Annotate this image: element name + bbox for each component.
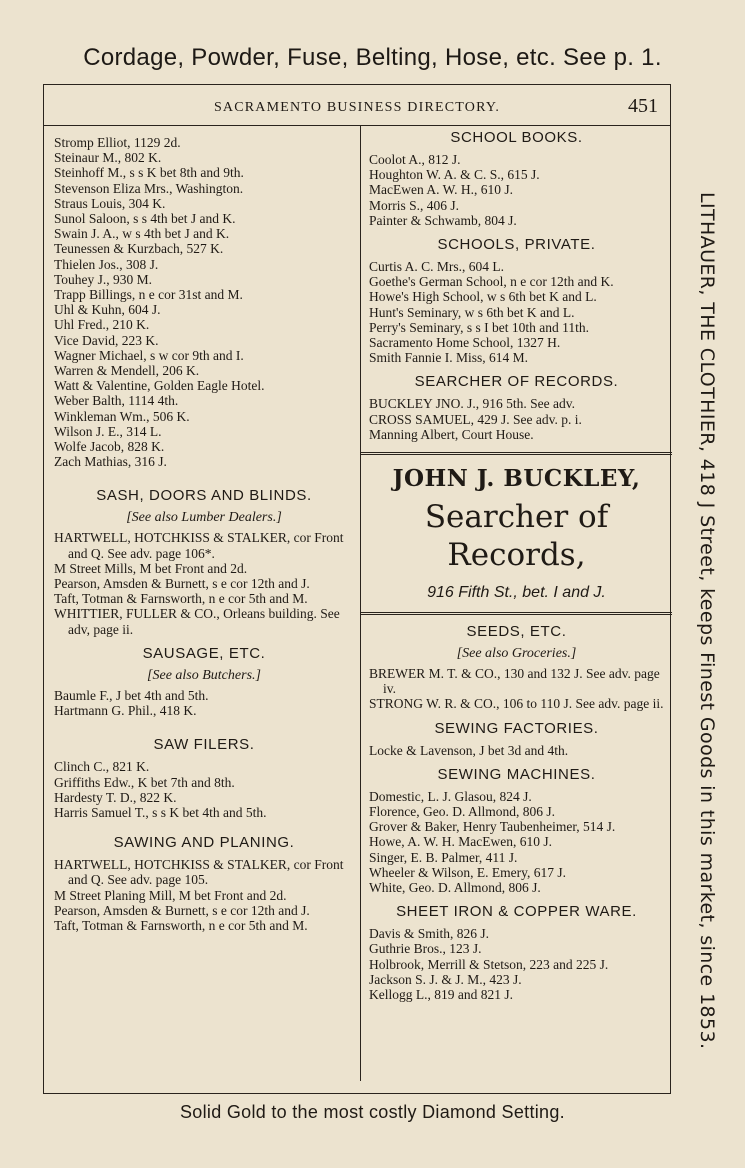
section-heading-sheet-iron: SHEET IRON & COPPER WARE. (396, 903, 637, 921)
directory-entry: Stevenson Eliza Mrs., Washington. (54, 180, 244, 196)
directory-entry: Smith Fannie I. Miss, 614 M. (369, 350, 529, 366)
directory-entry: Stromp Elliot, 1129 2d. (54, 135, 181, 150)
sewing-factories-listing (369, 743, 664, 758)
directory-entry: Sacramento Home School, 1327 H. (369, 335, 561, 351)
directory-entry: HARTWELL, HOTCHKISS & STALKER, cor Front and Q. See adv. page 106*. (54, 530, 344, 561)
directory-entry: Thielen Jos., 308 J. (54, 256, 159, 272)
directory-entry: Houghton W. A. & C. S., 615 J. (369, 167, 540, 183)
directory-entry: Taft, Totman & Farnsworth, n e cor 5th and M. (54, 591, 308, 607)
directory-entry: Curtis A. C. Mrs., 604 L. (369, 259, 505, 275)
see-also-lumber: [See also Lumber Dealers.] (126, 510, 282, 526)
section-heading-school-books: SCHOOL BOOKS. (450, 129, 583, 146)
section-heading-sewing-factories: SEWING FACTORIES. (434, 719, 599, 737)
directory-entry: WHITTIER, FULLER & CO., Orleans building. See adv, page ii. (54, 606, 340, 637)
running-header (44, 85, 670, 126)
directory-entry: White, Geo. D. Allmond, 806 J. (369, 880, 541, 896)
page-frame (43, 84, 671, 1094)
sawing-listing (54, 857, 354, 933)
directory-entry: Harris Samuel T., s s K bet 4th and 5th. (54, 804, 267, 820)
section-heading-sawing: SAWING AND PLANING. (113, 834, 295, 852)
directory-entry: Vice David, 223 K. (54, 332, 159, 348)
see-also-groceries: [See also Groceries.] (456, 646, 577, 662)
directory-entry: Straus Louis, 304 K. (54, 195, 166, 211)
directory-entry: Florence, Geo. D. Allmond, 806 J. (369, 804, 555, 820)
top-advertisement-banner: Cordage, Powder, Fuse, Belting, Hose, etc. See p. 1. (83, 44, 662, 71)
directory-entry: Guthrie Bros., 123 J. (369, 941, 482, 957)
directory-entry: Locke & Lavenson, J bet 3d and 4th. (369, 742, 569, 758)
section-heading-sausage: SAUSAGE, ETC. (142, 644, 266, 662)
school-books-listing (369, 152, 664, 228)
directory-entry: Wilson J. E., 314 L. (54, 423, 162, 439)
bottom-advertisement-banner: Solid Gold to the most costly Diamond Setting. (180, 1102, 565, 1122)
ad-address: 916 Fifth St., bet. I and J. (427, 584, 606, 602)
see-also-butchers: [See also Butchers.] (147, 667, 261, 683)
directory-entry: Wagner Michael, s w cor 9th and I. (54, 347, 244, 363)
section-heading-seeds: SEEDS, ETC. (466, 623, 567, 641)
directory-entry: Jackson S. J. & J. M., 423 J. (369, 971, 522, 987)
directory-entry: Hardesty T. D., 822 K. (54, 789, 177, 805)
section-heading-sash: SASH, DOORS AND BLINDS. (96, 487, 312, 505)
buckley-advertisement (361, 452, 672, 615)
section-heading-searcher: SEARCHER OF RECORDS. (414, 373, 619, 391)
directory-entry: Steinaur M., 802 K. (54, 150, 162, 166)
directory-entry: M Street Planing Mill, M bet Front and 2d. (54, 887, 287, 903)
directory-entry: Uhl & Kuhn, 604 J. (54, 302, 161, 318)
directory-entry: BREWER M. T. & CO., 130 and 132 J. See adv. page iv. (369, 666, 660, 697)
s-listing (54, 135, 354, 469)
directory-entry: Watt & Valentine, Golden Eagle Hotel. (54, 378, 265, 394)
directory-entry: CROSS SAMUEL, 429 J. See adv. p. i. (369, 411, 582, 427)
side-advertisement-text: LITHAUER, THE CLOTHIER, 418 J Street, keeps Finest Goods in this market, since 1853. (696, 192, 718, 1050)
directory-entry: Sunol Saloon, s s 4th bet J and K. (54, 211, 236, 227)
directory-entry: Goethe's German School, n e cor 12th and K. (369, 274, 614, 290)
directory-entry: Hunt's Seminary, w s 6th bet K and L. (369, 304, 575, 320)
directory-entry: Uhl Fred., 210 K. (54, 317, 150, 333)
directory-entry: Wolfe Jacob, 828 K. (54, 439, 165, 455)
directory-entry: HARTWELL, HOTCHKISS & STALKER, cor Front and Q. See adv. page 105. (54, 857, 344, 888)
directory-entry: Taft, Totman & Farnsworth, n e cor 5th and M. (54, 917, 308, 933)
directory-entry: STRONG W. R. & CO., 106 to 110 J. See adv. page ii. (369, 696, 664, 712)
directory-entry: Pearson, Amsden & Burnett, s e cor 12th and J. (54, 902, 310, 918)
directory-entry: MacEwen A. W. H., 610 J. (369, 182, 513, 198)
directory-entry: Teunessen & Kurzbach, 527 K. (54, 241, 224, 257)
directory-entry: Grover & Baker, Henry Taubenheimer, 514 J. (369, 819, 616, 835)
directory-entry: Winkleman Wm., 506 K. (54, 408, 190, 424)
directory-entry: Coolot A., 812 J. (369, 152, 461, 167)
section-heading-schools-private: SCHOOLS, PRIVATE. (437, 236, 596, 254)
directory-entry: Weber Balth, 1114 4th. (54, 393, 179, 409)
directory-entry: Steinhoff M., s s K bet 8th and 9th. (54, 165, 244, 181)
directory-entry: Holbrook, Merrill & Stetson, 223 and 225 J. (369, 956, 609, 972)
directory-entry: Morris S., 406 J. (369, 197, 460, 213)
right-column (369, 129, 664, 1003)
side-advertisement-banner (676, 192, 732, 1050)
directory-title: SACRAMENTO BUSINESS DIRECTORY. (213, 100, 501, 115)
directory-entry: Domestic, L. J. Glasou, 824 J. (369, 788, 532, 804)
directory-entry: Clinch C., 821 K. (54, 759, 150, 775)
directory-entry: Manning Albert, Court House. (369, 426, 534, 442)
sheet-iron-listing (369, 926, 664, 1002)
schools-private-listing (369, 259, 664, 365)
ad-tagline: Searcher of Records, (424, 499, 609, 574)
directory-entry: Swain J. A., w s 4th bet J and K. (54, 226, 230, 242)
ad-name: JOHN J. BUCKLEY, (392, 465, 641, 493)
directory-entry: Wheeler & Wilson, E. Emery, 617 J. (369, 864, 567, 880)
sewing-machines-listing (369, 789, 664, 895)
section-heading-sewing-machines: SEWING MACHINES. (437, 765, 596, 783)
directory-entry: Warren & Mendell, 206 K. (54, 363, 200, 379)
saw-filers-listing (54, 759, 354, 820)
seeds-listing (369, 666, 664, 712)
directory-entry: Touhey J., 930 M. (54, 271, 153, 287)
directory-entry: Griffiths Edw., K bet 7th and 8th. (54, 774, 235, 790)
directory-entry: Kellogg L., 819 and 821 J. (369, 987, 513, 1003)
sash-listing (54, 530, 354, 636)
directory-entry: Singer, E. B. Palmer, 411 J. (369, 849, 518, 865)
left-column (54, 135, 354, 933)
directory-entry: Howe, A. W. H. MacEwen, 610 J. (369, 834, 552, 850)
directory-entry: Trapp Billings, n e cor 31st and M. (54, 287, 243, 303)
directory-entry: Hartmann G. Phil., 418 K. (54, 703, 197, 719)
searcher-listing (369, 396, 664, 442)
directory-entry: Painter & Schwamb, 804 J. (369, 212, 517, 228)
page-number: 451 (628, 95, 658, 117)
directory-entry: Baumle F., J bet 4th and 5th. (54, 687, 209, 703)
sausage-listing (54, 688, 354, 718)
directory-entry: Perry's Seminary, s s I bet 10th and 11th. (369, 319, 590, 335)
section-heading-saw-filers: SAW FILERS. (153, 736, 255, 754)
directory-entry: Howe's High School, w s 6th bet K and L. (369, 289, 597, 305)
directory-entry: M Street Mills, M bet Front and 2d. (54, 560, 248, 576)
directory-entry: Zach Mathias, 316 J. (54, 454, 167, 470)
directory-entry: Pearson, Amsden & Burnett, s e cor 12th and J. (54, 576, 310, 592)
directory-entry: Davis & Smith, 826 J. (369, 926, 490, 942)
directory-entry: BUCKLEY JNO. J., 916 5th. See adv. (369, 396, 575, 412)
